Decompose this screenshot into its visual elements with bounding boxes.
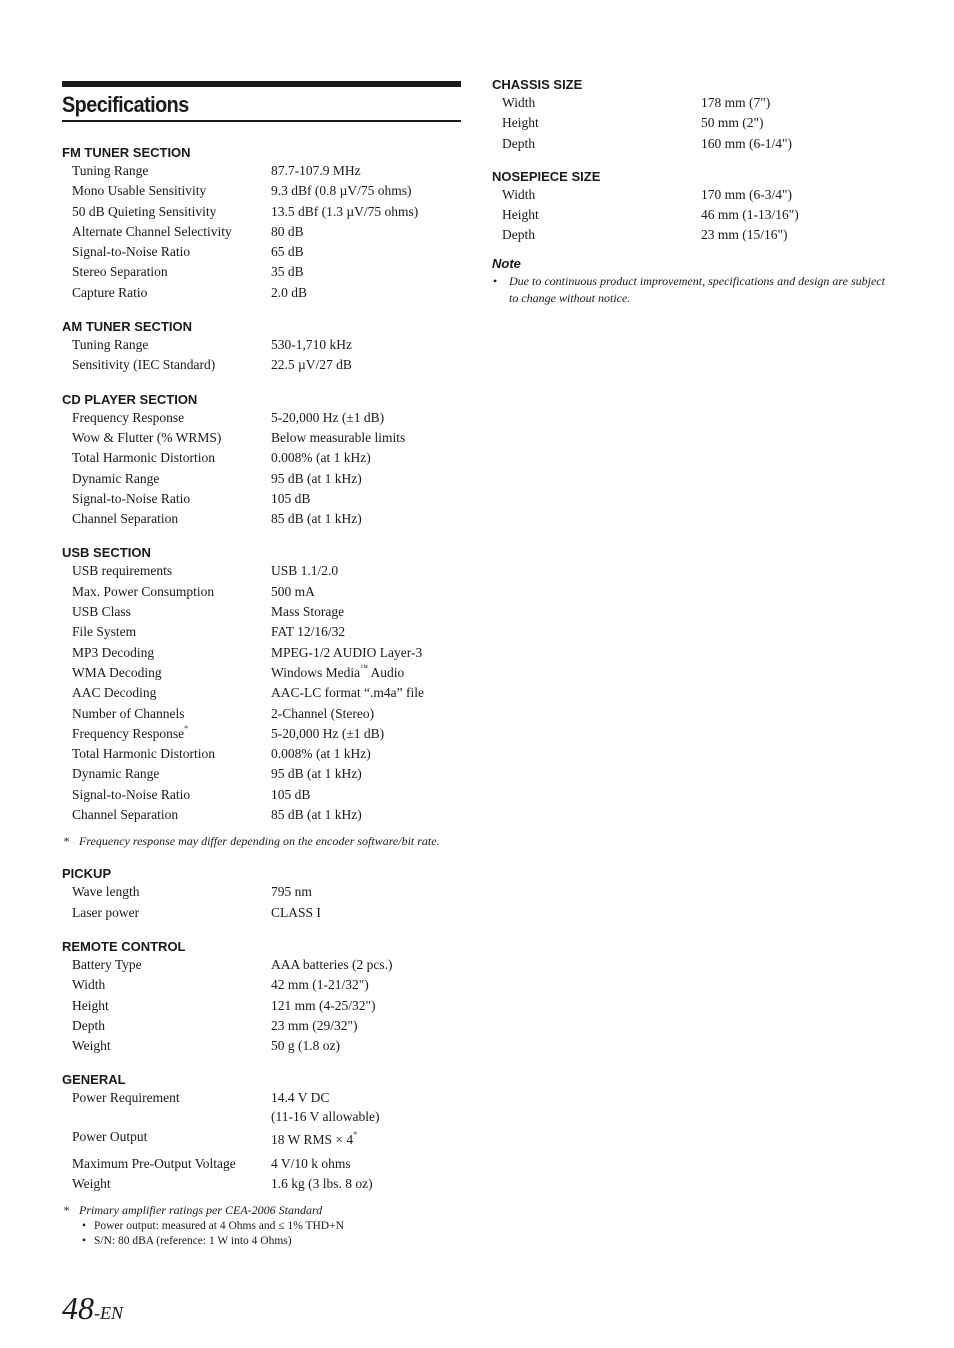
spec-value-text: 35 dB [271, 264, 304, 280]
spec-value [271, 602, 461, 622]
spec-value-text: 2.0 dB [271, 284, 308, 300]
spec-value [271, 202, 461, 222]
spec-row [62, 161, 461, 181]
spec-value-text: 1.6 kg (3 lbs. 8 oz) [271, 1175, 373, 1191]
spec-value [271, 335, 461, 355]
spec-label [62, 805, 271, 825]
power-output-value: 18 W RMS × 4 [271, 1132, 354, 1148]
spec-value [271, 161, 461, 181]
spec-value [271, 643, 461, 663]
spec-label-text: Frequency Response [72, 409, 185, 425]
spec-value: 50 mm (2") [701, 115, 764, 131]
footnote-text: Frequency response may differ depending on the encoder software/bit rate. [79, 834, 440, 849]
title-rule-bottom [62, 120, 461, 122]
spec-value: 46 mm (1-13/16") [701, 207, 799, 223]
spec-label [62, 602, 271, 622]
spec-value-text: 85 dB (at 1 kHz) [271, 511, 362, 527]
spec-label [62, 1174, 271, 1194]
spec-label [62, 764, 271, 784]
spec-label [62, 955, 271, 975]
spec-label [62, 744, 271, 764]
spec-row [62, 882, 461, 902]
spec-label [62, 643, 271, 663]
note-heading: Note [492, 255, 521, 271]
spec-row [62, 996, 461, 1016]
general-footnote-bullets [62, 1219, 461, 1249]
spec-label-text: Wow & Flutter (% WRMS) [72, 429, 222, 445]
spec-row-power-output [62, 1127, 461, 1150]
page-number [62, 1290, 123, 1327]
spec-row [492, 225, 892, 245]
spec-label: Power Output [72, 1129, 148, 1145]
spec-label-text: Number of Channels [72, 705, 185, 721]
spec-row [62, 222, 461, 242]
spec-value [271, 561, 461, 581]
spec-label [62, 448, 271, 468]
spec-value: 170 mm (6-3/4") [701, 186, 792, 202]
spec-value [271, 764, 461, 784]
spec-label [62, 1036, 271, 1056]
section-remote-control [62, 938, 461, 1056]
spec-label [62, 1016, 271, 1036]
spec-value [271, 181, 461, 201]
spec-value [271, 469, 461, 489]
spec-row [62, 805, 461, 825]
spec-label-text: Width [72, 977, 106, 993]
spec-row [62, 1154, 461, 1174]
spec-row [62, 955, 461, 975]
usb-footnote [62, 833, 461, 850]
spec-row [62, 975, 461, 995]
spec-value-text: 9.3 dBf (0.8 µV/75 ohms) [271, 183, 412, 199]
spec-label: Power Requirement [72, 1090, 180, 1106]
spec-label-text: Sensitivity (IEC Standard) [72, 357, 216, 373]
spec-label: Depth [502, 135, 535, 151]
spec-value [271, 1127, 461, 1150]
spec-label [62, 489, 271, 509]
spec-label [62, 704, 271, 724]
spec-label [62, 785, 271, 805]
spec-label-text: Capture Ratio [72, 284, 148, 300]
spec-value [271, 882, 461, 902]
spec-label-text: MP3 Decoding [72, 644, 155, 660]
page-number-suffix: -EN [94, 1303, 123, 1323]
spec-value: 23 mm (15/16") [701, 227, 788, 243]
trademark-mark: ™ [360, 662, 368, 672]
spec-value [271, 996, 461, 1016]
bullet-icon: • [81, 1235, 86, 1248]
right-column [492, 76, 892, 307]
spec-value-text: AAA batteries (2 pcs.) [271, 956, 393, 972]
section-heading: GENERAL [62, 1072, 126, 1088]
spec-label-text: Mono Usable Sensitivity [72, 183, 207, 199]
spec-row [492, 113, 892, 133]
spec-label [62, 903, 271, 923]
spec-value [271, 448, 461, 468]
spec-label-text: Signal-to-Noise Ratio [72, 786, 191, 802]
spec-label [62, 262, 271, 282]
spec-row-power-requirement [62, 1088, 461, 1126]
spec-label [62, 683, 271, 703]
spec-value [271, 744, 461, 764]
spec-value-text: FAT 12/16/32 [271, 624, 346, 640]
spec-value-line-2: (11-16 V allowable) [271, 1109, 380, 1125]
spec-value [271, 1174, 461, 1194]
spec-value-text: 87.7-107.9 MHz [271, 163, 361, 178]
spec-value: 160 mm (6-1/4") [701, 135, 792, 151]
spec-row [492, 93, 892, 113]
footnote-ref: * [353, 1130, 358, 1140]
spec-value-text: 5-20,000 Hz (±1 dB) [271, 725, 385, 741]
spec-value [271, 222, 461, 242]
spec-row [62, 202, 461, 222]
spec-value-text: 4 V/10 k ohms [271, 1155, 351, 1171]
spec-label-text: Channel Separation [72, 511, 179, 527]
spec-label-text: AAC Decoding [72, 685, 157, 701]
spec-label-text: Wave length [72, 884, 140, 900]
spec-label-text: Tuning Range [72, 337, 149, 353]
spec-value-line-1: 14.4 V DC [271, 1090, 330, 1106]
spec-row [62, 408, 461, 428]
spec-label-text: Height [72, 997, 109, 1013]
spec-value-text: 80 dB [271, 223, 304, 239]
spec-row [62, 1174, 461, 1194]
spec-label [62, 335, 271, 355]
section-heading: CHASSIS SIZE [492, 77, 583, 92]
spec-label [62, 622, 271, 642]
spec-value-text: 0.008% (at 1 kHz) [271, 746, 371, 762]
spec-row [62, 489, 461, 509]
left-column [62, 81, 461, 1249]
bullet-icon: • [81, 1220, 86, 1233]
section-heading: PICKUP [62, 866, 112, 882]
spec-label [62, 181, 271, 201]
spec-row [492, 185, 892, 205]
spec-value [271, 1088, 461, 1126]
spec-row [62, 355, 461, 375]
spec-value [271, 704, 461, 724]
spec-value-text: Below measurable limits [271, 429, 406, 445]
spec-label [62, 355, 271, 375]
spec-row [62, 643, 461, 663]
spec-value [271, 975, 461, 995]
spec-label: Height [502, 115, 539, 131]
section-nosepiece-size [492, 168, 892, 246]
spec-value-text: 0.008% (at 1 kHz) [271, 450, 371, 466]
spec-label: Depth [502, 227, 535, 243]
spec-row [62, 663, 461, 683]
section-heading: NOSEPIECE SIZE [492, 168, 601, 184]
general-rows [62, 1154, 461, 1195]
title-rule-top [62, 81, 461, 87]
spec-value [271, 262, 461, 282]
spec-value-text: 42 mm (1-21/32") [271, 977, 369, 993]
spec-label-text: Total Harmonic Distortion [72, 450, 216, 466]
spec-value [271, 355, 461, 375]
section-usb [62, 544, 461, 825]
spec-value [271, 663, 461, 683]
spec-row [62, 903, 461, 923]
spec-value [271, 903, 461, 923]
spec-row [492, 134, 892, 154]
section-heading: CD PLAYER SECTION [62, 391, 198, 407]
spec-row [62, 704, 461, 724]
spec-value-text: 530-1,710 kHz [271, 337, 352, 353]
spec-value-text: MPEG-1/2 AUDIO Layer-3 [271, 644, 423, 660]
spec-value-text: 23 mm (29/32") [271, 1017, 358, 1033]
section-pickup [62, 865, 461, 923]
spec-value [271, 724, 461, 744]
spec-value-text: 105 dB [271, 786, 311, 802]
spec-label-text: Frequency Response [72, 725, 185, 741]
spec-label [62, 222, 271, 242]
spec-row [62, 262, 461, 282]
spec-row [62, 181, 461, 201]
spec-value-text: 95 dB (at 1 kHz) [271, 766, 362, 782]
spec-value [271, 489, 461, 509]
spec-label-text: Alternate Channel Selectivity [72, 223, 232, 239]
spec-value [271, 805, 461, 825]
spec-row [62, 602, 461, 622]
spec-value [271, 785, 461, 805]
spec-row [62, 683, 461, 703]
spec-label-text: USB Class [72, 604, 131, 620]
footnote-ref: * [184, 723, 189, 733]
spec-value-text: 105 dB [271, 490, 311, 506]
bullet-icon: • [493, 273, 498, 288]
section-chassis-size [492, 76, 892, 154]
spec-value [271, 683, 461, 703]
spec-label-text: Channel Separation [72, 807, 179, 823]
spec-label-text: Tuning Range [72, 163, 149, 178]
footnote-text: Primary amplifier ratings per CEA-2006 Standard [79, 1203, 323, 1218]
spec-value-tail: Audio [367, 664, 405, 680]
spec-value-text: 95 dB (at 1 kHz) [271, 470, 362, 486]
spec-value-text: 795 nm [271, 884, 312, 900]
spec-value [271, 622, 461, 642]
spec-label [62, 975, 271, 995]
spec-label-text: Stereo Separation [72, 264, 168, 280]
spec-label-text: Dynamic Range [72, 470, 160, 486]
spec-label [62, 408, 271, 428]
spec-value-text: 50 g (1.8 oz) [271, 1038, 340, 1054]
spec-label-text: Dynamic Range [72, 766, 160, 782]
spec-label-text: Signal-to-Noise Ratio [72, 490, 191, 506]
note-text: Due to continuous product improvement, specifications and design are subject to change without notice. [509, 273, 885, 305]
list-item [62, 1234, 461, 1249]
spec-row [62, 1036, 461, 1056]
spec-value-text: 13.5 dBf (1.3 µV/75 ohms) [271, 203, 419, 219]
footnote-mark: * [63, 834, 69, 849]
section-heading: FM TUNER SECTION [62, 145, 191, 160]
spec-row [62, 242, 461, 262]
spec-label-text: Battery Type [72, 956, 142, 972]
spec-label-text: Weight [72, 1175, 111, 1191]
spec-row [492, 205, 892, 225]
spec-value-text: 5-20,000 Hz (±1 dB) [271, 409, 385, 425]
spec-value-text: 22.5 µV/27 dB [271, 357, 352, 373]
spec-value-text: USB 1.1/2.0 [271, 563, 339, 579]
page-title: Specifications [62, 92, 189, 117]
spec-label [62, 283, 271, 303]
spec-label [62, 428, 271, 448]
spec-value [271, 509, 461, 529]
spec-row [62, 1016, 461, 1036]
spec-value-text: 121 mm (4-25/32") [271, 997, 376, 1013]
spec-row [62, 785, 461, 805]
spec-label-text: WMA Decoding [72, 664, 162, 680]
spec-value [271, 1016, 461, 1036]
section-fm-tuner [62, 144, 461, 303]
spec-label [62, 509, 271, 529]
spec-value-text: 500 mA [271, 583, 315, 599]
spec-value [271, 582, 461, 602]
spec-value-text: 65 dB [271, 244, 304, 260]
spec-row [62, 724, 461, 744]
spec-label-text: Max. Power Consumption [72, 583, 215, 599]
spec-value-text: Mass Storage [271, 604, 345, 620]
spec-label [62, 582, 271, 602]
spec-label [62, 561, 271, 581]
spec-value [271, 428, 461, 448]
spec-row [62, 582, 461, 602]
section-heading: AM TUNER SECTION [62, 319, 192, 335]
spec-label-text: Signal-to-Noise Ratio [72, 244, 191, 260]
footnote-mark: * [63, 1203, 69, 1218]
section-cd-player [62, 391, 461, 530]
section-general [62, 1071, 461, 1194]
section-am-tuner [62, 318, 461, 376]
spec-value-text: 85 dB (at 1 kHz) [271, 807, 362, 823]
spec-label-text: Weight [72, 1038, 111, 1054]
list-item [62, 1219, 461, 1234]
spec-value [271, 955, 461, 975]
bullet-text: Power output: measured at 4 Ohms and ≤ 1% THD+N [94, 1220, 344, 1233]
spec-label-text: Depth [72, 1017, 105, 1033]
spec-label-text: Maximum Pre-Output Voltage [72, 1155, 236, 1171]
spec-value [271, 408, 461, 428]
spec-label-text: 50 dB Quieting Sensitivity [72, 203, 217, 219]
spec-value-text: Windows Media [271, 664, 361, 680]
note-item [492, 273, 892, 307]
spec-value-text: CLASS I [271, 904, 321, 920]
spec-label-text: Total Harmonic Distortion [72, 746, 216, 762]
spec-value-text: AAC-LC format “.m4a” file [271, 685, 424, 701]
spec-label [62, 161, 271, 181]
general-footnote [62, 1202, 461, 1219]
spec-row [62, 561, 461, 581]
spec-label [62, 202, 271, 222]
spec-label [62, 242, 271, 262]
spec-label [62, 1154, 271, 1174]
spec-value [271, 242, 461, 262]
spec-label [62, 469, 271, 489]
spec-value [271, 1036, 461, 1056]
spec-row [62, 448, 461, 468]
bullet-text: S/N: 80 dBA (reference: 1 W into 4 Ohms) [94, 1235, 292, 1248]
spec-value [271, 1154, 461, 1174]
spec-label-text: USB requirements [72, 563, 173, 579]
section-heading: REMOTE CONTROL [62, 938, 186, 954]
page-number-value: 48 [62, 1290, 94, 1326]
spec-row [62, 283, 461, 303]
spec-label: Height [502, 207, 539, 223]
spec-label-text: Laser power [72, 904, 140, 920]
spec-row [62, 744, 461, 764]
spec-row [62, 335, 461, 355]
spec-row [62, 622, 461, 642]
spec-value-text: 2-Channel (Stereo) [271, 705, 375, 721]
spec-label-text: File System [72, 624, 137, 640]
spec-label: Width [502, 95, 536, 110]
section-heading: USB SECTION [62, 545, 151, 561]
spec-label: Width [502, 186, 536, 202]
spec-label [62, 882, 271, 902]
spec-row [62, 764, 461, 784]
spec-row [62, 509, 461, 529]
spec-value: 178 mm (7") [701, 95, 771, 110]
spec-label [62, 724, 271, 744]
spec-value [271, 283, 461, 303]
spec-row [62, 469, 461, 489]
spec-label [62, 663, 271, 683]
spec-label [62, 996, 271, 1016]
spec-row [62, 428, 461, 448]
